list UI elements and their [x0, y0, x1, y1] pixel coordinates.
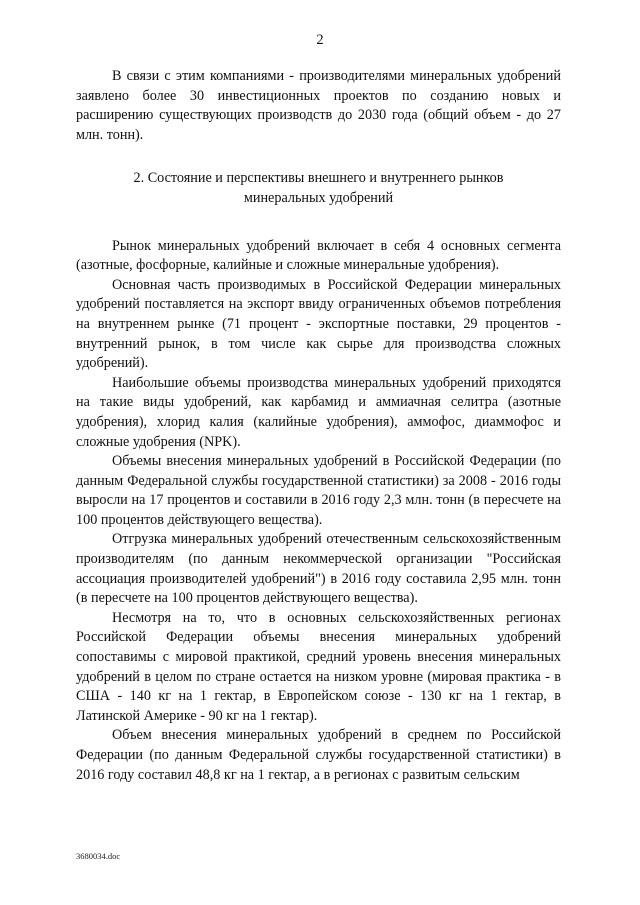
paragraph-world-practice: Несмотря на то, что в основных сельскохозяйственных регионах Российской Федерации объемы внесения минеральных удобрений сопоставимы с мировой практикой, средний уровень внесения минеральных удобрений в целом по стране остается на низком уровне (мировая практика - в США - 140 кг на 1 гектар, в Европейском союзе - 130 кг на 1 гектар, в Латинской Америке - 90 кг на 1 гектар).	[76, 609, 561, 724]
page-number: 2	[316, 32, 324, 48]
paragraph-application-volumes: Объемы внесения минеральных удобрений в Российской Федерации (по данным Федеральной службы государственной статистики) за 2008 - 2016 годы выросли на 17 процентов и составили в 2016 году 2,3 млн. тонн (в пересчете на 100 процентов действующего вещества).	[76, 453, 561, 528]
document-body	[76, 67, 561, 785]
section-heading	[76, 145, 561, 236]
paragraph-shipments: Отгрузка минеральных удобрений отечественным сельскохозяйственным производителям (по данным некоммерческой организации "Российская ассоциация производителей удобрений") в 2016 году составила 2,95 млн. тонн (в пересчете на 100 процентов действующего вещества).	[76, 531, 561, 607]
section-heading-line-1: 2. Состояние и перспективы внешнего и внутреннего рынков	[133, 170, 504, 187]
section-heading-line-2: минеральных удобрений	[243, 189, 394, 206]
paragraph-production-volumes: Наибольшие объемы производства минеральных удобрений приходятся на такие виды удобрений, как карбамид и аммиачная селитра (азотные удобрения), хлорид калия (калийные удобрения), аммофос, диаммофос и сложные удобрения (NPK).	[76, 374, 561, 450]
paragraph-average-application: Объем внесения минеральных удобрений в среднем по Российской Федерации (по данным Федеральной службы государственной статистики) в 2016 году составил 48,8 кг на 1 гектар, а в регионах с развитым сельским	[76, 727, 561, 783]
footer-file-code: 3680034.doc	[76, 851, 121, 861]
intro-paragraph: В связи с этим компаниями - производителями минеральных удобрений заявлено более 30 инвестиционных проектов по созданию новых и расширению существующих производств до 2030 года (общий объем - до 27 млн. тонн).	[76, 68, 561, 143]
paragraph-export-share: Основная часть производимых в Российской Федерации минеральных удобрений поставляется на экспорт ввиду ограниченных объемов потребления на внутреннем рынке (71 процент - экспортные поставки, 29 процентов - внутренний рынок, в том числе как сырье для производства сложных удобрений).	[76, 276, 561, 372]
paragraph-market-segments: Рынок минеральных удобрений включает в себя 4 основных сегмента (азотные, фосфорные, калийные и сложные минеральные удобрения).	[76, 237, 561, 274]
